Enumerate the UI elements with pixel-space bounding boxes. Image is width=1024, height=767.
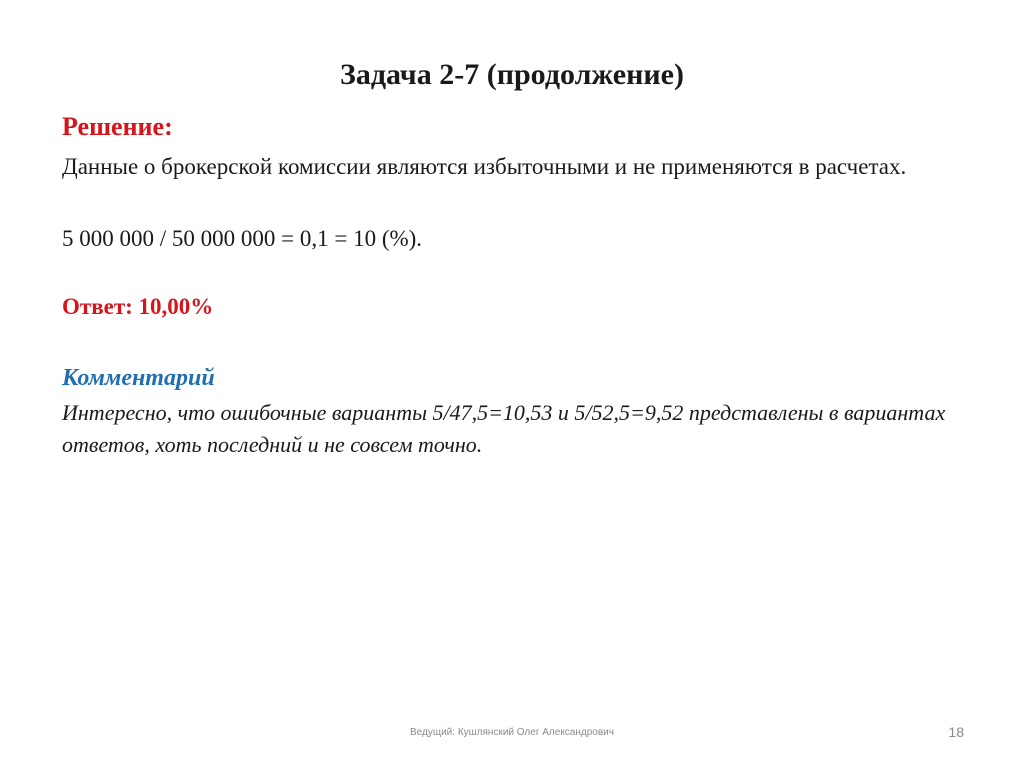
footer-presenter: Ведущий: Кушлянский Олег Александрович (410, 727, 614, 738)
comment-text: Интересно, что ошибочные варианты 5/47,5=10,53 и 5/52,5=9,52 представлены в вариантах ответов, хоть последний и не совсем точно. (62, 400, 946, 457)
slide-title: Задача 2-7 (продолжение) (340, 58, 684, 91)
answer-line: Ответ: 10,00% (62, 294, 214, 319)
page-number: 18 (948, 724, 964, 740)
calculation-formula: 5 000 000 / 50 000 000 = 0,1 = 10 (%). (62, 226, 423, 251)
solution-heading: Решение: (62, 112, 173, 141)
body-paragraph: Данные о брокерской комиссии являются избыточными и не применяются в расчетах. (62, 154, 907, 179)
comment-heading: Комментарий (62, 365, 215, 391)
